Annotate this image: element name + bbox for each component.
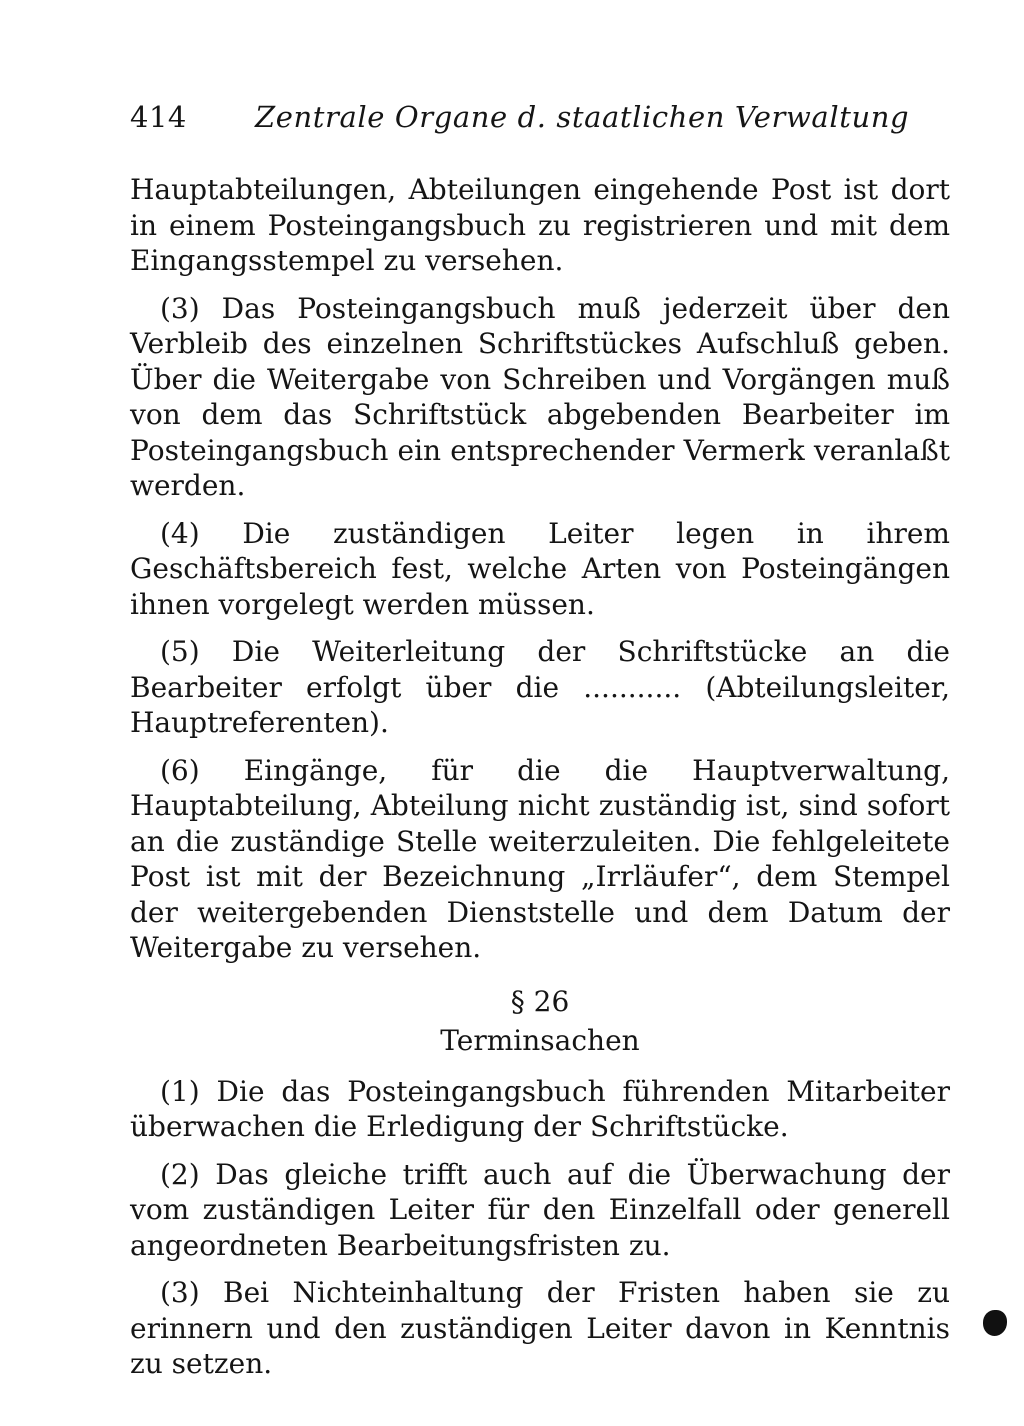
page-number: 414 [130,100,187,134]
paragraph-5: (5) Die Weiterleitung der Schriftstücke an die Bearbeiter erfolgt über die ........... (Abteilungsleiter, Hauptreferenten). [130,635,950,739]
paragraph-3: (3) Das Posteingangsbuch muß jederzeit über den Verbleib des einzelnen Schriftstückes Aufschluß geben. Über die Weitergabe von Schreiben und Vorgängen muß von dem das Schriftstück abgebenden Bearbeiter im Posteingangsbuch ein entsprechender Vermerk veranlaßt werden. [130,291,950,502]
page-header [130,100,950,150]
section-paragraph-2: (2) Das gleiche trifft auch auf die Überwachung der vom zuständigen Leiter für den Einzelfall oder generell angeordneten Bearbeitungsfristen zu. [130,1157,950,1262]
running-head: Zentrale Organe d. staatlichen Verwaltung [255,100,910,134]
paragraph-6: (6) Eingänge, für die die Hauptverwaltung, Hauptabteilung, Abteilung nicht zuständig ist, sind sofort an die zuständige Stelle weiterzuleiten. Die fehlgeleitete Post ist mit der Bezeichnung „Irrläufer“, dem Stempel der weitergebenden Dienststelle und dem Datum der Weitergabe zu versehen. [130,753,950,964]
ink-blot-mark [983,1310,1007,1336]
section-paragraph-3: (3) Bei Nichteinhaltung der Fristen haben sie zu erinnern und den zuständigen Leiter davon in Kenntnis zu setzen. [130,1276,950,1380]
section-title: Terminsachen [440,1023,640,1057]
paragraph-continuation: Hauptabteilungen, Abteilungen eingehende Post ist dort in einem Posteingangsbuch zu registrieren und mit dem Eingangsstempel zu versehen. [130,173,950,277]
section-mark: § 26 [510,984,570,1018]
paragraph-4: (4) Die zuständigen Leiter legen in ihrem Geschäftsbereich fest, welche Arten von Posteingängen ihnen vorgelegt werden müssen. [130,516,950,621]
body-text [130,172,950,1394]
section-paragraph-1: (1) Die das Posteingangsbuch führenden Mitarbeiter überwachen die Erledigung der Schriftstücke. [130,1074,950,1143]
